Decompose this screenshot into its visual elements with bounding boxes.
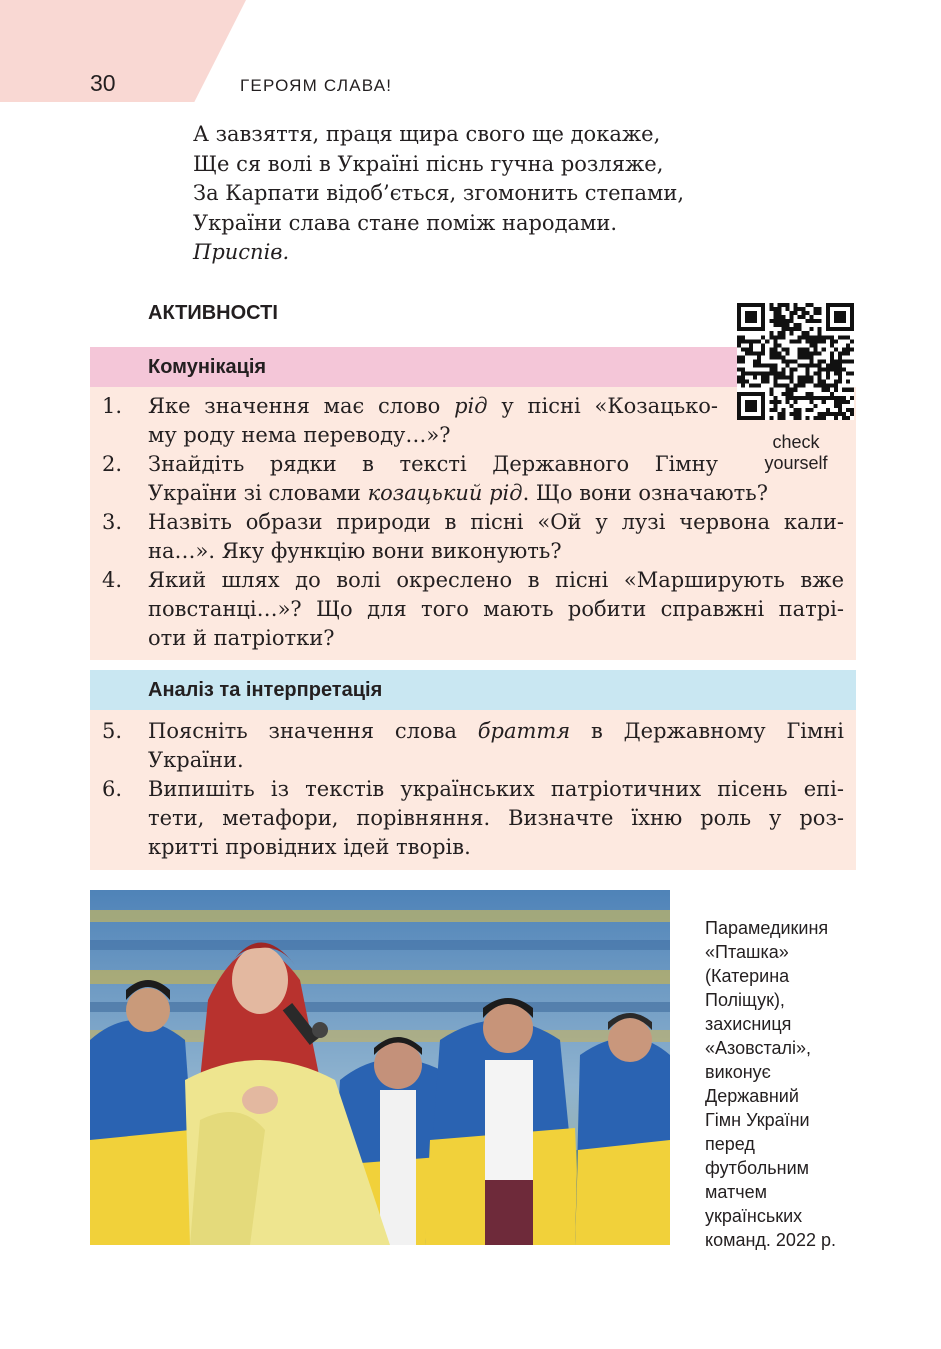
verse-line: А завзяття, праця щира свого ще докаже, <box>193 122 661 146</box>
task-1 <box>102 392 718 450</box>
task-number: 3. <box>102 510 123 534</box>
caption-line: Гімн України <box>705 1110 810 1130</box>
verse-line: Ще ся волі в Україні піснь гучна розляже, <box>193 151 664 176</box>
communication-header: Комунікація <box>90 347 737 387</box>
caption-line: Парамедикиня <box>705 918 829 938</box>
qr-code[interactable] <box>737 303 854 420</box>
task-line: України зі словами козацький рід. Що вони означають? <box>148 481 768 505</box>
qr-code-icon <box>737 303 854 420</box>
caption-line: футбольним <box>705 1158 810 1178</box>
running-title: ГЕРОЯМ СЛАВА! <box>240 76 393 95</box>
caption-line: «Пташка» <box>705 942 789 962</box>
anthem-performance-photo <box>90 890 670 1245</box>
task-number: 1. <box>102 394 123 418</box>
caption-line: Державний <box>705 1086 799 1106</box>
task-line: оти й патріотки? <box>148 626 335 650</box>
page-number: 30 <box>90 70 116 96</box>
activities-heading: АКТИВНОСТІ <box>148 302 278 324</box>
task-number: 4. <box>102 568 123 592</box>
caption-line: команд. 2022 р. <box>705 1230 836 1250</box>
verse-line: За Карпати відоб’ється, згомонить степами, <box>193 181 685 205</box>
task-line: на…». Яку функцію вони виконують? <box>148 539 562 563</box>
caption-line: (Катерина <box>705 966 790 986</box>
task-6 <box>102 775 844 862</box>
caption-line: перед <box>705 1134 755 1154</box>
photo-caption <box>705 916 865 1252</box>
task-line: тети, метафори, порівняння. Визначте їхню роль у роз- <box>148 806 844 830</box>
caption-line: Поліщук), <box>705 990 785 1010</box>
task-line: Випишіть із текстів українських патріотичних пісень епі- <box>148 777 844 801</box>
task-number: 2. <box>102 452 123 476</box>
task-5 <box>102 717 844 775</box>
task-number: 6. <box>102 777 123 801</box>
qr-caption-line: check <box>772 432 820 452</box>
task-line: Яке значення має слово рід у пісні «Козацько- <box>148 394 718 418</box>
task-line: повстанці…»? Що для того мають робити справжні патрі- <box>148 597 844 621</box>
photo-illustration <box>90 890 670 1245</box>
task-line: Поясніть значення слова браття в Державному Гімні <box>148 719 844 743</box>
refrain-label: Приспів. <box>193 240 290 264</box>
caption-line: «Азовсталі», <box>705 1038 812 1058</box>
caption-line: українських <box>705 1206 803 1226</box>
verse-line: України слава стане поміж народами. <box>193 210 618 235</box>
task-line: критті провідних ідей творів. <box>148 835 471 859</box>
caption-line: матчем <box>705 1182 767 1202</box>
caption-line: захисниця <box>705 1014 792 1034</box>
task-line: України. <box>148 748 244 772</box>
anthem-verse <box>193 120 793 268</box>
task-3 <box>102 508 844 566</box>
task-line: му роду нема переводу…»? <box>148 423 451 447</box>
task-line: Знайдіть рядки в тексті Державного Гімну <box>148 452 718 476</box>
page-corner-tab <box>0 0 246 102</box>
analysis-header: Аналіз та інтерпретація <box>90 670 856 710</box>
task-line: Назвіть образи природи в пісні «Ой у лузі червона кали- <box>148 510 844 534</box>
qr-caption <box>742 432 850 474</box>
caption-line: виконує <box>705 1062 771 1082</box>
task-number: 5. <box>102 719 123 743</box>
qr-caption-line: yourself <box>764 453 828 473</box>
task-2 <box>102 450 768 508</box>
task-line: Який шлях до волі окреслено в пісні «Марширують вже <box>148 568 844 592</box>
task-4 <box>102 566 844 653</box>
